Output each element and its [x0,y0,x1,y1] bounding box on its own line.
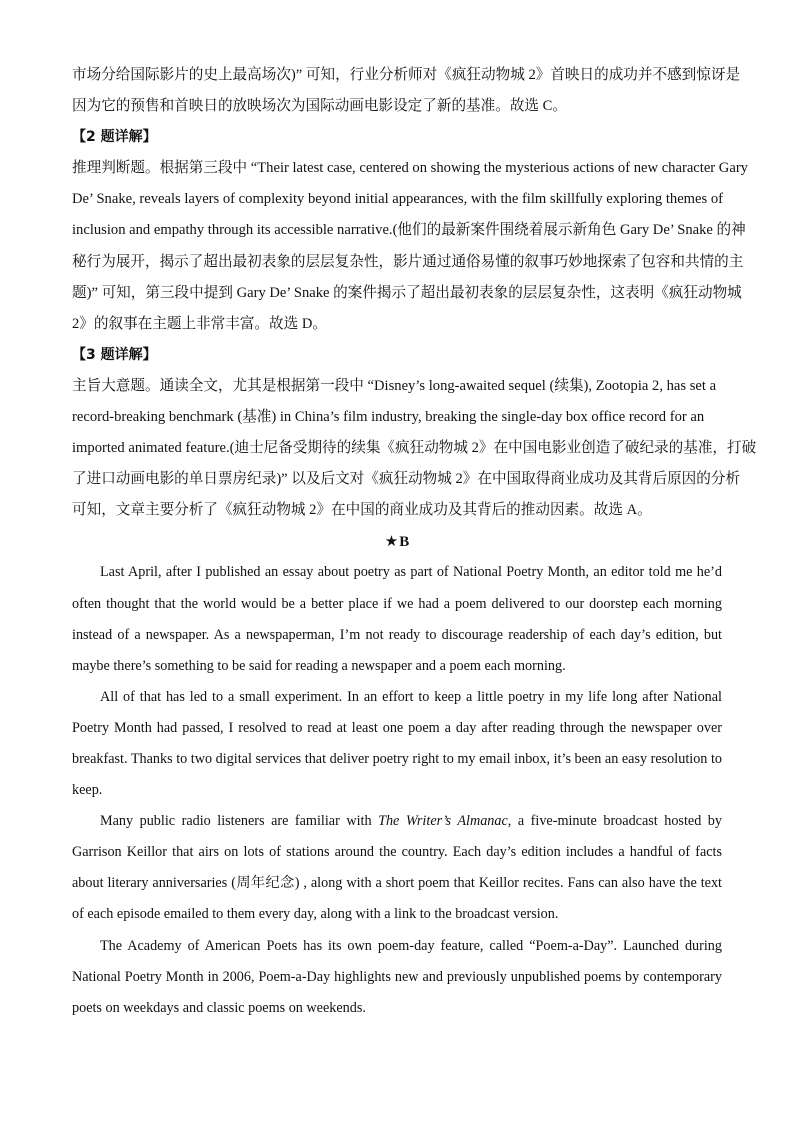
text-line: inclusion and empathy through its accessible narrative.(他们的最新案件围绕着展示新角色 Gary De’ Snake 的神 [72,222,746,239]
text-line: 秘行为展开，揭示了超出最初表象的层层复杂性，影片通过通俗易懂的叙事巧妙地探索了包容和共情的主 [72,253,744,270]
text-line: 2》的叙事在主题上非常丰富。故选 D。 [72,315,327,332]
passage-paragraph-3 [72,806,722,930]
almanac-title: The Writer’s Almanac [378,813,508,830]
text-line: 可知，文章主要分析了《疯狂动物城 2》在中国的商业成功及其背后的推动因素。故选 A。 [72,502,652,519]
section-title [72,526,722,557]
q2-heading: 【2 题详解】 [72,129,157,146]
passage-paragraph-1: Last April, after I published an essay about poetry as part of National Poetry Month, an editor told me he’d often thought that the world would be a better place if we had a poem delivered to our doorstep each morning instead of a newspaper. As a newspaperman, I’m not ready to discourage readership of each day’s edition, but maybe there’s something to be said for reading a newspaper and a poem each morning. [72,564,722,674]
p3-text-before: Many public radio listeners are familiar with [100,813,379,830]
text-line: imported animated feature.(迪士尼备受期待的续集《疯狂动物城 2》在中国电影业创造了破纪录的基准，打破 [72,440,757,457]
text-line: 市场分给国际影片的史上最高场次)” 可知，行业分析师对《疯狂动物城 2》首映日的成功并不感到惊讶是 [72,67,741,83]
p3-text-after: , a five-minute broadcast hosted by Garrison Keillor that airs on lots of stations around the country. Each day’s edition includes a handful of facts about literary anniversaries (周年纪念) , along with a short poem that Keillor recites. Fans can also have the text of each episode emailed to them every day, along with a link to the broadcast version. [72,813,722,923]
text-line: 题)” 可知，第三段中提到 Gary De’ Snake 的案件揭示了超出最初表象的层层复杂性，这表明《疯狂动物城 [72,284,742,301]
text-line: De’ Snake, reveals layers of complexity beyond initial appearances, with the film skillfully exploring themes of [72,191,723,208]
section-label: B [399,534,410,551]
text-line: 了进口动画电影的单日票房纪录)” 以及后文对《疯狂动物城 2》在中国取得商业成功及其背后原因的分析 [72,471,741,488]
text-line: 推理判断题。根据第三段中 “Their latest case, centered on showing the mysterious actions of new character Gary [72,160,748,177]
text-line: 因为它的预售和首映日的放映场次为国际动画电影设定了新的基准。故选 C。 [72,98,567,115]
document-page [72,60,757,1024]
q3-heading: 【3 题详解】 [72,346,157,363]
star-icon: ★ [384,532,399,551]
passage-paragraph-2: All of that has led to a small experiment. In an effort to keep a little poetry in my life long after National Poetry Month had passed, I resolved to read at least one poem a day after reading through the newspaper over breakfast. Thanks to two digital services that deliver poetry right to my email inbox, it’s been an easy resolution to keep. [72,688,722,799]
passage-paragraph-4: The Academy of American Poets has its own poem-day feature, called “Poem-a-Day”. Launched during National Poetry Month in 2006, Poem-a-Day highlights new and previously unpublished poems by contemporary poets on weekdays and classic poems on weekends. [72,937,722,1016]
text-line: 主旨大意题。通读全文，尤其是根据第一段中 “Disney’s long-awaited sequel (续集), Zootopia 2, has set a [72,377,717,394]
text-line: record-breaking benchmark (基准) in China’s film industry, breaking the single-day box office record for an [72,409,705,426]
